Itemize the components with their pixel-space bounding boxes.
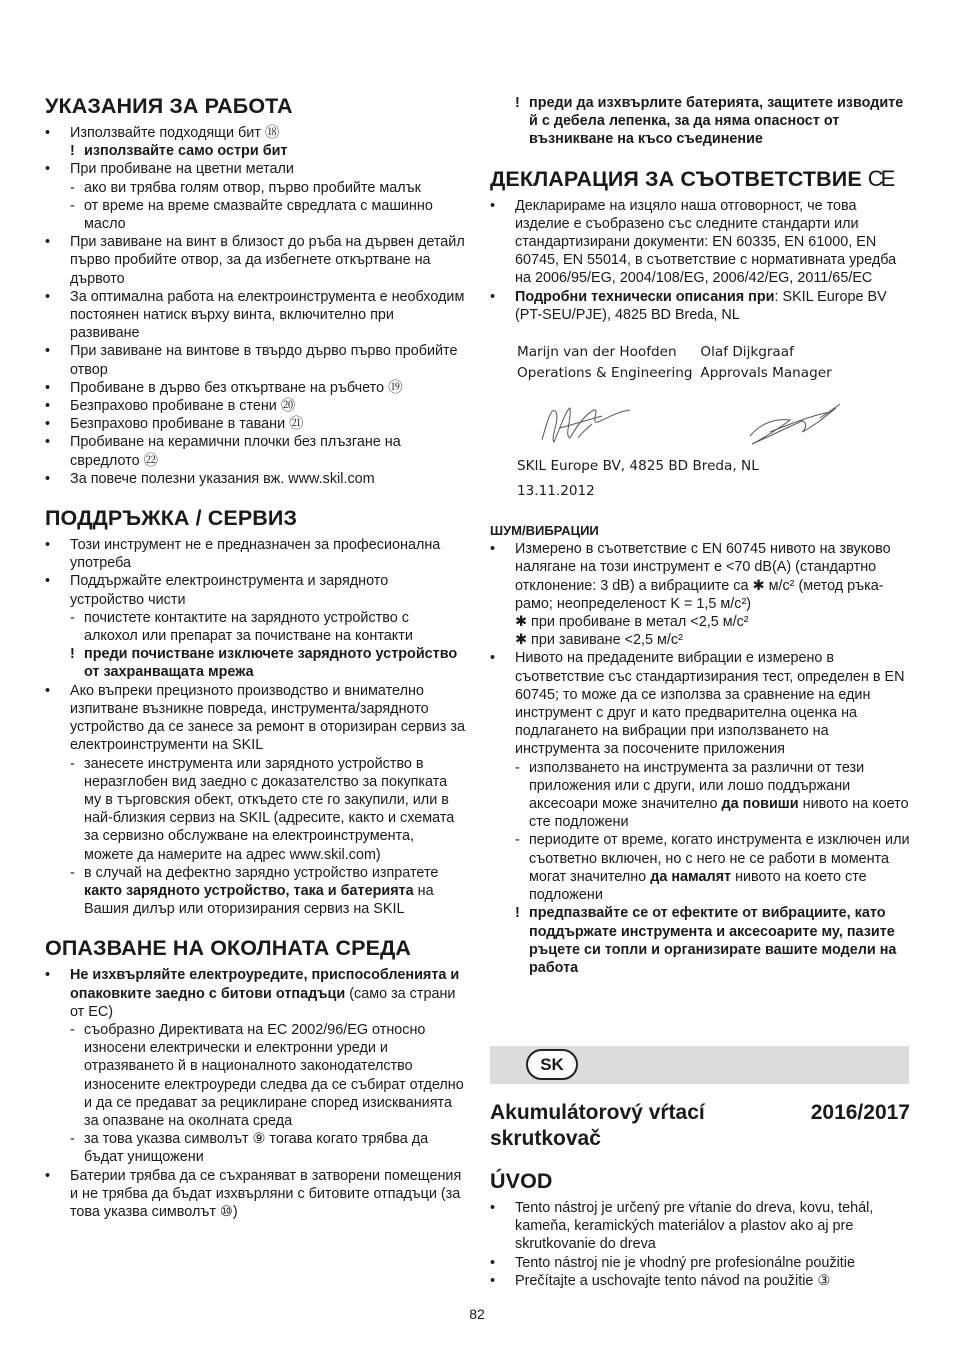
list-item: • Декларираме на изцяло наша отговорност, че това изделие е съобразено със следните стандарти или стандартизирани документи: EN 60335, EN 61000, EN 60745, EN 55014, в съответствие с нормативната уредба на 2006/95/EG, 2004/108/EG, 2006/42/EG, 2011/65/EC (490, 197, 897, 287)
page-number: 82 (469, 1306, 485, 1322)
list-item: • Поддържайте електроинструмента и зарядното устройство чисти (45, 573, 389, 608)
section-title-maintenance: ПОДДРЪЖКА / СЕРВИЗ (45, 506, 298, 531)
list-item: • Батерии трябва да се съхраняват в затворени помещения и не трябва да бъдат изхвърляни с битовите отпадъци (за това указва символът ⑩) (45, 1167, 462, 1220)
sub-item: - почистете контактите на зарядното устройство с алкохол или препарат за почистване на контакти (70, 609, 413, 645)
declaration-date: 13.11.2012 (517, 483, 595, 500)
list-item: • Измерено в съответствие с EN 60745 нивото на звуково налягане на този инструмент е <70 dB(A) (стандартно отклонение: 3 dB) а вибрациите са ✱ м/с² (метод ръка-рамо; неопределеност K = 1,5 м/с²) ✱ при пробиване в метал <2,5 м/с² ✱ при завиване <2,5 м/с² (490, 540, 910, 649)
list-item: • За повече полезни указания вж. www.skil.com (45, 470, 375, 487)
signer-name: Olaf Dijkgraaf (700, 344, 794, 361)
list-item: • Този инструмент не е предназначен за професионална употреба (45, 537, 441, 572)
company-address: SKIL Europe BV, 4825 BD Breda, NL (517, 458, 759, 475)
signer-role: Operations & Engineering (517, 365, 693, 382)
sub-item: - периодите от време, когато инструмента е изключен или съответно включен, но с него не се работи в момента могат значително да намалят нивото на което сте подложени (515, 832, 910, 904)
language-badge: SK (526, 1049, 578, 1080)
sub-item: - ако ви трябва голям отвор, първо пробийте малък (70, 179, 421, 196)
warning-note: ! използвайте само остри бит (70, 143, 288, 160)
list-item: • За оптимална работа на електроинструмента е необходим постоянен натиск върху винта, включително при развиване (45, 288, 465, 342)
list-item: • При пробиване на цветни метали (45, 161, 294, 178)
list-item: • Tento nástroj nie je vhodný pre profesionálne použitie (490, 1254, 855, 1271)
list-item: • Пробиване на керамични плочки без плъзгане на свредлото ㉒ (45, 434, 401, 469)
section-title-intro: ÚVOD (490, 1169, 553, 1193)
list-item: • При завиване на винтове в твърдо дърво първо пробийте отвор (45, 343, 458, 378)
left-column (45, 90, 465, 1221)
warning-note: ! преди почистване изключете зарядното устройство от захранващата мрежа (70, 646, 458, 681)
list-item: • Използвайте подходящи бит ⑱ (45, 125, 280, 141)
sub-item: - занесете инструмента или зарядното устройство в неразглобен вид заедно с доказателство за покупката му в търговския обект, откъдето сте го закупили, или в най-близкия сервиз на SKIL (адресите, както и схемата за сервизно обслужване на електроинструмента, можете да намерите на адрес www.skil.com) (70, 755, 455, 863)
list-item: • Нивото на предадените вибрации е измерено в съответствие със стандартизирания тест, определен в EN 60745; то може да се използва за сравнение на един инструмент с друг и като предварителна оценка на подлагането на вибрации при използването на инструмента за посочените приложения (490, 650, 905, 758)
list-item: • Пробиване в дърво без откъртване на ръбчето ⑲ (45, 379, 403, 396)
warning-note: ! преди да изхвърлите батерията, защитете изводите й с дебела лепенка, за да няма опасност от възникване на късо съединение (515, 95, 904, 148)
language-band (490, 1046, 909, 1084)
list-item: • Безпрахово пробиване в тавани ㉑ (45, 416, 304, 433)
product-name: Akumulátorový vŕtací skrutkovač (490, 1101, 705, 1150)
sk-section (490, 1100, 910, 1290)
vibration-line: ✱ при завиване <2,5 м/с² (515, 632, 683, 649)
signature-image (490, 388, 910, 456)
section-title-usage: УКАЗАНИЯ ЗА РАБОТА (45, 94, 293, 118)
vibration-line: ✱ при пробиване в метал <2,5 м/с² (515, 614, 749, 631)
list-item: • Безпрахово пробиване в стени ⑳ (45, 398, 296, 415)
product-heading (490, 1100, 910, 1152)
sub-item: - от време на време смазвайте свредлата с машинно масло (70, 197, 433, 233)
ce-mark-icon: CE (867, 165, 893, 191)
list-item: • Ако въпреки прецизното производство и внимателно изпитване възникне повреда, инструмента/зарядното устройство да се занесе за ремонт в оторизиран сервиз за електроинструменти на SKIL (45, 682, 465, 754)
sub-item: - съобразно Директивата на ЕС 2002/96/EG относно износени електрически и електронни уреди и отразяването й в националното законодателство износените електроуреди следва да се събират отделно и да се предават за рециклиране според изискванията за опазване на околната среда (70, 1021, 464, 1129)
list-item: • Подробни технически описания при: SKIL Europe BV (PT-SEU/PJE), 4825 BD Breda, NL (490, 288, 887, 323)
product-model: 2016/2017 (810, 1101, 910, 1124)
section-title-declaration: ДЕКЛАРАЦИЯ ЗА СЪОТВЕТСТВИЕ CE (490, 165, 893, 191)
sub-item: - за това указва символът ⑨ тогава когато трябва да бъдат унищожени (70, 1131, 429, 1166)
warning-note: ! предпазвайте се от ефектите от вибрациите, като поддържате инструмента и аксесоарите му, пазите ръцете си топли и организирате вашите модели на работа (515, 905, 897, 976)
signer-name: Marijn van der Hoofden (517, 344, 677, 361)
sub-item: - използването на инструмента за различни от тези приложения или с други, или лошо поддържани аксесоари може значително да повиши нивото на което сте подложени (515, 759, 909, 831)
signer-role: Approvals Manager (700, 365, 832, 382)
sub-item: - в случай на дефектно зарядно устройство изпратете както зарядното устройство, така и батерията на Вашия дилър или оторизирания сервиз на SKIL (70, 864, 439, 918)
right-column (490, 94, 910, 977)
list-item: • Prečítajte a uschovajte tento návod na použitie ③ (490, 1272, 831, 1289)
section-title-environment: ОПАЗВАНЕ НА ОКОЛНАТА СРЕДА (45, 936, 412, 961)
list-item: • При завиване на винт в близост до ръба на дървен детайл първо пробийте отвор, за да избегнете откъртване на дървото (45, 234, 465, 287)
signature-block (490, 342, 910, 502)
section-title-noise: ШУМ/ВИБРАЦИИ (490, 523, 599, 539)
list-item: • Не изхвърляйте електроуредите, приспособленията и опаковките заедно с битови отпадъци (само за страни от ЕС) (45, 967, 460, 1020)
list-item: • Tento nástroj je určený pre vŕtanie do dreva, kovu, tehál, kameňa, keramických materiálov a plastov ako aj pre skrutkovanie do dreva (490, 1200, 874, 1253)
